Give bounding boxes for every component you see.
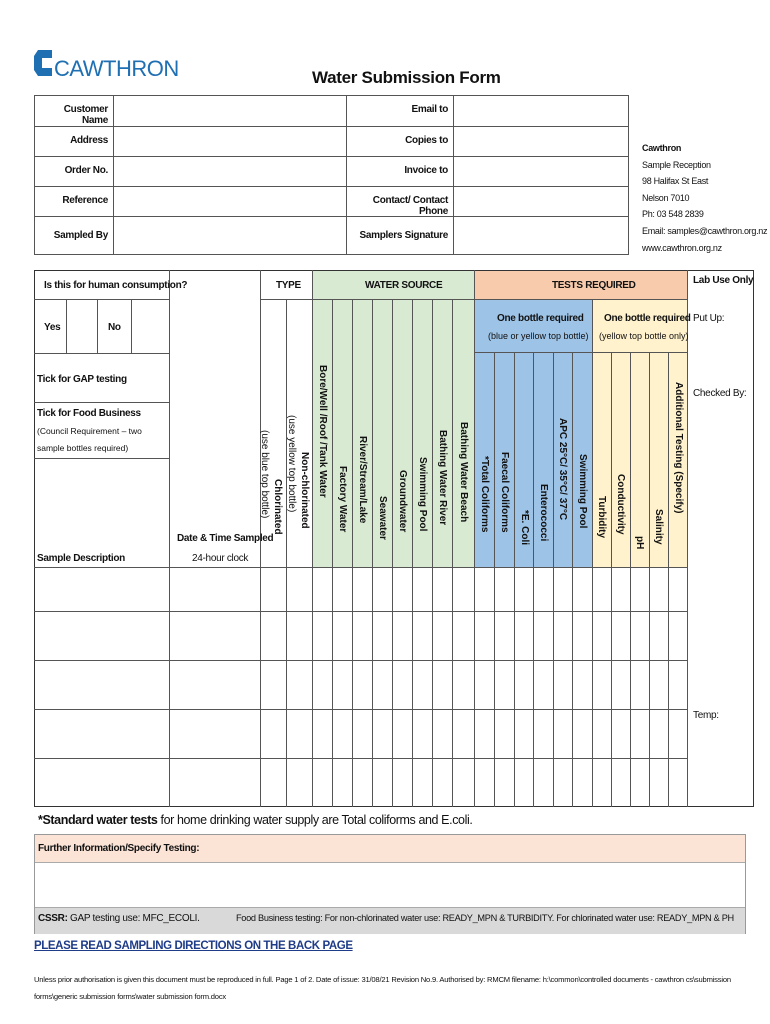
test-salinity: Salinity <box>653 509 664 545</box>
cssr-gap: GAP testing use: MFC_ECOLI. <box>70 913 200 924</box>
type-non-chlorinated-label: Non-chlorinated <box>299 452 310 529</box>
cssr-label: CSSR: <box>38 913 68 924</box>
address-block <box>642 140 767 256</box>
further-info-label: Further Information/Specify Testing: <box>38 843 200 854</box>
cawthron-logo-icon <box>34 48 54 78</box>
test-total-coliforms: *Total Coliforms <box>479 456 490 533</box>
test-enterococci: Enterococci <box>538 484 549 542</box>
put-up-label: Put Up: <box>693 313 725 324</box>
ws-seawater: Seawater <box>377 496 388 540</box>
reference-label: Reference <box>62 195 108 206</box>
address-line: 98 Halifax St East <box>642 176 709 187</box>
address-line: Ph: 03 548 2839 <box>642 209 704 220</box>
blue-bottle-sub: (blue or yellow top bottle) <box>488 331 589 341</box>
no-checkbox[interactable] <box>132 300 168 352</box>
water-source-header: WATER SOURCE <box>365 280 443 291</box>
invoice-to-field[interactable] <box>454 157 628 186</box>
ws-groundwater: Groundwater <box>397 470 408 533</box>
temp-label: Temp: <box>693 710 719 721</box>
ws-bore-well: Bore/Well /Roof /Tank Water <box>317 365 328 498</box>
ws-bathing-river: Bathing Water River <box>437 430 448 526</box>
address-line: Email: samples@cawthron.org.nz <box>642 225 768 236</box>
address-line: www.cawthron.org.nz <box>642 242 722 253</box>
order-no-field[interactable] <box>114 157 346 186</box>
test-e-coli: *E. Coli <box>519 510 530 546</box>
logo <box>34 46 179 86</box>
standard-tests-bold: *Standard water tests <box>38 813 158 827</box>
address-line: Sample Reception <box>642 159 711 170</box>
date-time-sub: 24-hour clock <box>192 553 249 564</box>
further-info-field[interactable] <box>35 863 745 907</box>
tests-required-header: TESTS REQUIRED <box>552 280 636 291</box>
customer-name-label: Customer Name <box>63 104 108 126</box>
food-business-note: sample bottles required) <box>37 443 129 453</box>
blue-bottle-title: One bottle required <box>497 313 584 324</box>
samplers-signature-label: Samplers Signature <box>359 230 448 241</box>
email-to-field[interactable] <box>454 96 628 126</box>
copies-to-field[interactable] <box>454 127 628 156</box>
yellow-bottle-title: One bottle required <box>604 313 691 324</box>
page-title: Water Submission Form <box>312 68 501 87</box>
test-additional: Additional Testing (Specify) <box>673 382 684 514</box>
sample-row[interactable] <box>35 710 686 757</box>
no-label: No <box>108 322 121 333</box>
standard-tests-note <box>38 813 472 827</box>
customer-name-field[interactable] <box>114 96 346 126</box>
type-header: TYPE <box>276 280 301 291</box>
footer-line2: forms\generic submission forms\water submission form.docx <box>34 992 227 1001</box>
address-field[interactable] <box>114 127 346 156</box>
sample-row[interactable] <box>35 612 686 659</box>
logo-text: CAWTHRON <box>54 56 179 81</box>
checked-by-label: Checked By: <box>693 388 747 399</box>
copies-to-label: Copies to <box>405 135 448 146</box>
email-to-label: Email to <box>411 104 448 115</box>
footer-line1: Unless prior authorisation is given this document must be reproduced in full. Page 1 of 2. Date of issue: 31/08/21 Revision No.9. Authorised by: RMCM filename: h:\common\controlled documents - cawthron cs\submission <box>34 975 731 984</box>
yes-checkbox[interactable] <box>67 300 96 352</box>
read-directions-link[interactable]: PLEASE READ SAMPLING DIRECTIONS ON THE BACK PAGE <box>34 940 353 952</box>
standard-tests-rest: for home drinking water supply are Total coliforms and E.coli. <box>157 813 473 827</box>
ws-bathing-beach: Bathing Water Beach <box>458 422 469 523</box>
invoice-to-label: Invoice to <box>404 165 448 176</box>
contact-phone-field[interactable] <box>454 187 628 216</box>
gap-testing-label: Tick for GAP testing <box>37 374 127 385</box>
ws-river-stream-lake: River/Stream/Lake <box>357 436 368 524</box>
sample-row[interactable] <box>35 661 686 708</box>
type-chlorinated-note: (use blue top bottle) <box>259 430 270 519</box>
lab-use-header: Lab Use Only <box>693 275 754 286</box>
test-apc: APC 25°C/ 35°C/ 37°C <box>557 418 568 521</box>
test-ph: pH <box>634 536 645 550</box>
sample-description-header: Sample Description <box>37 553 125 564</box>
ws-swimming-pool: Swimming Pool <box>417 457 428 532</box>
food-business-note: (Council Requirement – two <box>37 426 142 436</box>
ws-factory-water: Factory Water <box>337 466 348 533</box>
address-org: Cawthron <box>642 143 682 153</box>
test-faecal-coliforms: Faecal Coliforms <box>499 452 510 533</box>
human-consumption-question: Is this for human consumption? <box>44 280 188 291</box>
food-business-label: Tick for Food Business <box>37 408 141 419</box>
yellow-bottle-sub: (yellow top bottle only) <box>599 331 689 341</box>
address-line: Nelson 7010 <box>642 192 690 203</box>
contact-phone-label: Contact/ Contact Phone <box>372 195 448 217</box>
yes-label: Yes <box>44 322 61 333</box>
sampled-by-label: Sampled By <box>53 230 108 241</box>
reference-field[interactable] <box>114 187 346 216</box>
sample-row[interactable] <box>35 568 686 610</box>
sample-row[interactable] <box>35 759 686 806</box>
address-label: Address <box>70 135 108 146</box>
sampled-by-field[interactable] <box>114 217 346 254</box>
cssr-food: Food Business testing: For non-chlorinated water use: READY_MPN & TURBIDITY. For chlorinated water use: READY_MPN & PH <box>236 913 734 923</box>
type-non-chlorinated-note: (use yellow top bottle) <box>286 415 297 513</box>
gap-testing-checkbox[interactable] <box>110 354 168 401</box>
date-time-header: Date & Time Sampled <box>177 533 274 544</box>
type-chlorinated-label: Chlorinated <box>272 479 283 535</box>
food-business-checkbox[interactable] <box>120 403 168 457</box>
test-turbidity: Turbidity <box>596 496 607 539</box>
test-conductivity: Conductivity <box>615 474 626 535</box>
test-swimming-pool: Swimming Pool <box>577 454 588 529</box>
order-no-label: Order No. <box>64 165 108 176</box>
samplers-signature-field[interactable] <box>454 217 628 254</box>
